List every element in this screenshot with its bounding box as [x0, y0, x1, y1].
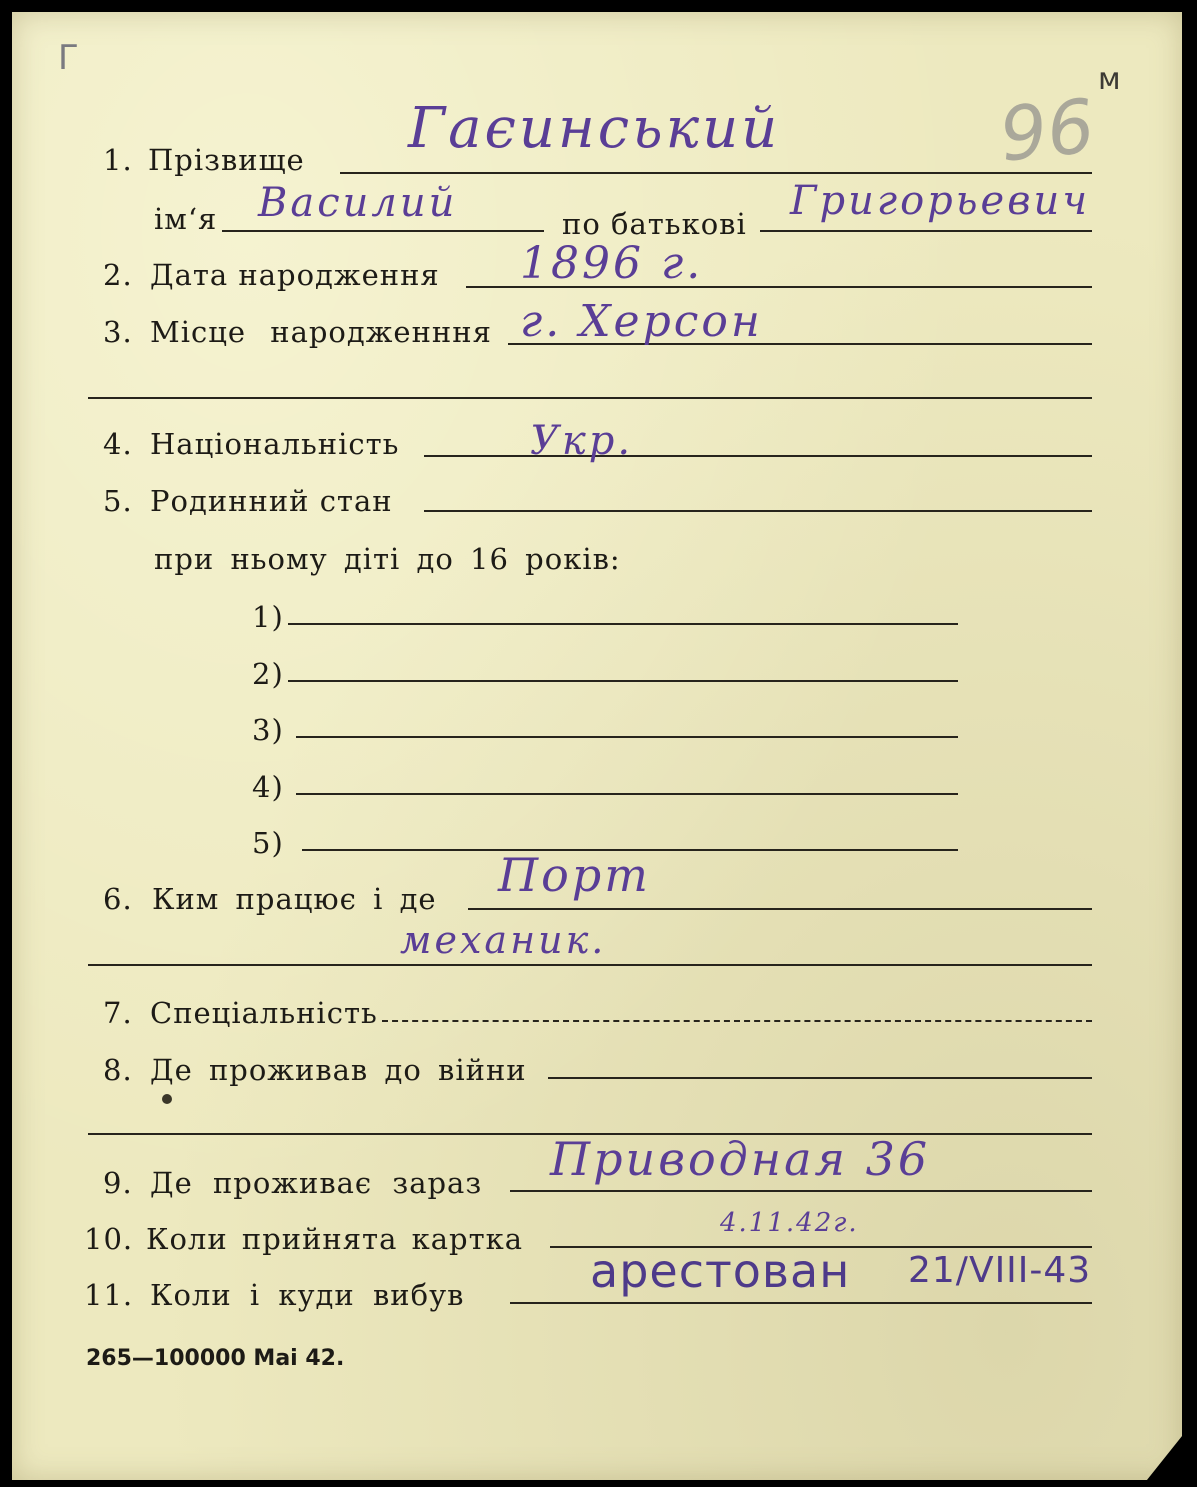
child-2-number: 2)	[252, 657, 284, 691]
field-1-patronymic-line	[760, 230, 1092, 232]
field-1-patronymic-label: по батькові	[562, 207, 747, 241]
field-9-line	[510, 1190, 1092, 1192]
field-3-number: 3.	[103, 315, 133, 349]
punch-hole	[162, 1094, 172, 1104]
field-3-label: Місце народженння	[150, 315, 492, 349]
archive-number: 96	[995, 83, 1099, 179]
field-3-value: г. Херсон	[520, 296, 763, 347]
field-5-number: 5.	[103, 484, 133, 518]
field-9-value: Приводная 36	[550, 1132, 931, 1186]
field-3-line-2	[88, 397, 1092, 399]
field-6-value-2: механик.	[400, 918, 607, 962]
field-7-number: 7.	[103, 996, 133, 1030]
field-1-number: 1.	[103, 143, 133, 177]
child-3-line	[296, 736, 958, 738]
field-10-number: 10.	[84, 1222, 134, 1256]
field-6-line	[468, 908, 1092, 910]
field-5-label: Родинний стан	[150, 484, 393, 518]
field-10-label: Коли прийнята картка	[146, 1222, 524, 1256]
field-4-value: Укр.	[530, 418, 634, 464]
corner-mark-left: Г	[58, 38, 79, 78]
field-5-line	[424, 510, 1092, 512]
corner-mark-right: м	[1098, 62, 1121, 97]
field-2-value: 1896 г.	[520, 238, 704, 289]
field-11-value: арестован	[590, 1244, 851, 1298]
child-3-number: 3)	[252, 713, 284, 747]
field-6-number: 6.	[103, 882, 133, 916]
field-9-number: 9.	[103, 1166, 133, 1200]
field-6-value: Порт	[498, 848, 651, 902]
field-10-value: 4.11.42г.	[720, 1208, 859, 1238]
field-1-name-value: Василий	[258, 180, 458, 226]
field-4-number: 4.	[103, 427, 133, 461]
child-1-line	[288, 623, 958, 625]
field-8-number: 8.	[103, 1053, 133, 1087]
child-4-number: 4)	[252, 770, 284, 804]
field-6-label: Ким працює і де	[152, 882, 437, 916]
child-2-line	[288, 680, 958, 682]
field-2-label: Дата народження	[150, 258, 440, 292]
print-code: 265—100000 Mai 42.	[86, 1346, 345, 1371]
child-5-number: 5)	[252, 826, 284, 860]
child-1-number: 1)	[252, 600, 284, 634]
field-1-name-label: ім‘я	[154, 202, 218, 236]
field-11-line	[510, 1302, 1092, 1304]
field-11-label: Коли і куди вибув	[150, 1278, 465, 1312]
field-9-label: Де проживає зараз	[150, 1166, 483, 1200]
child-4-line	[296, 793, 958, 795]
children-label: при ньому діті до 16 років:	[154, 542, 621, 576]
field-7-label: Спеціальність	[150, 996, 378, 1030]
field-1-line	[340, 172, 1092, 174]
field-11-date: 21/VIII-43	[908, 1250, 1092, 1291]
field-7-line	[382, 1020, 1092, 1022]
field-1-name-line	[222, 230, 544, 232]
field-1-patronymic-value: Григорьевич	[790, 178, 1091, 224]
field-6-line-2	[88, 964, 1092, 966]
field-4-line	[424, 455, 1092, 457]
field-2-number: 2.	[103, 258, 133, 292]
field-11-number: 11.	[84, 1278, 134, 1312]
field-8-label: Де проживав до війни	[150, 1053, 527, 1087]
field-4-label: Національність	[150, 427, 400, 461]
field-1-value: Гаєинський	[408, 96, 781, 161]
field-1-label: Прізвище	[148, 143, 305, 177]
field-8-line	[548, 1077, 1092, 1079]
